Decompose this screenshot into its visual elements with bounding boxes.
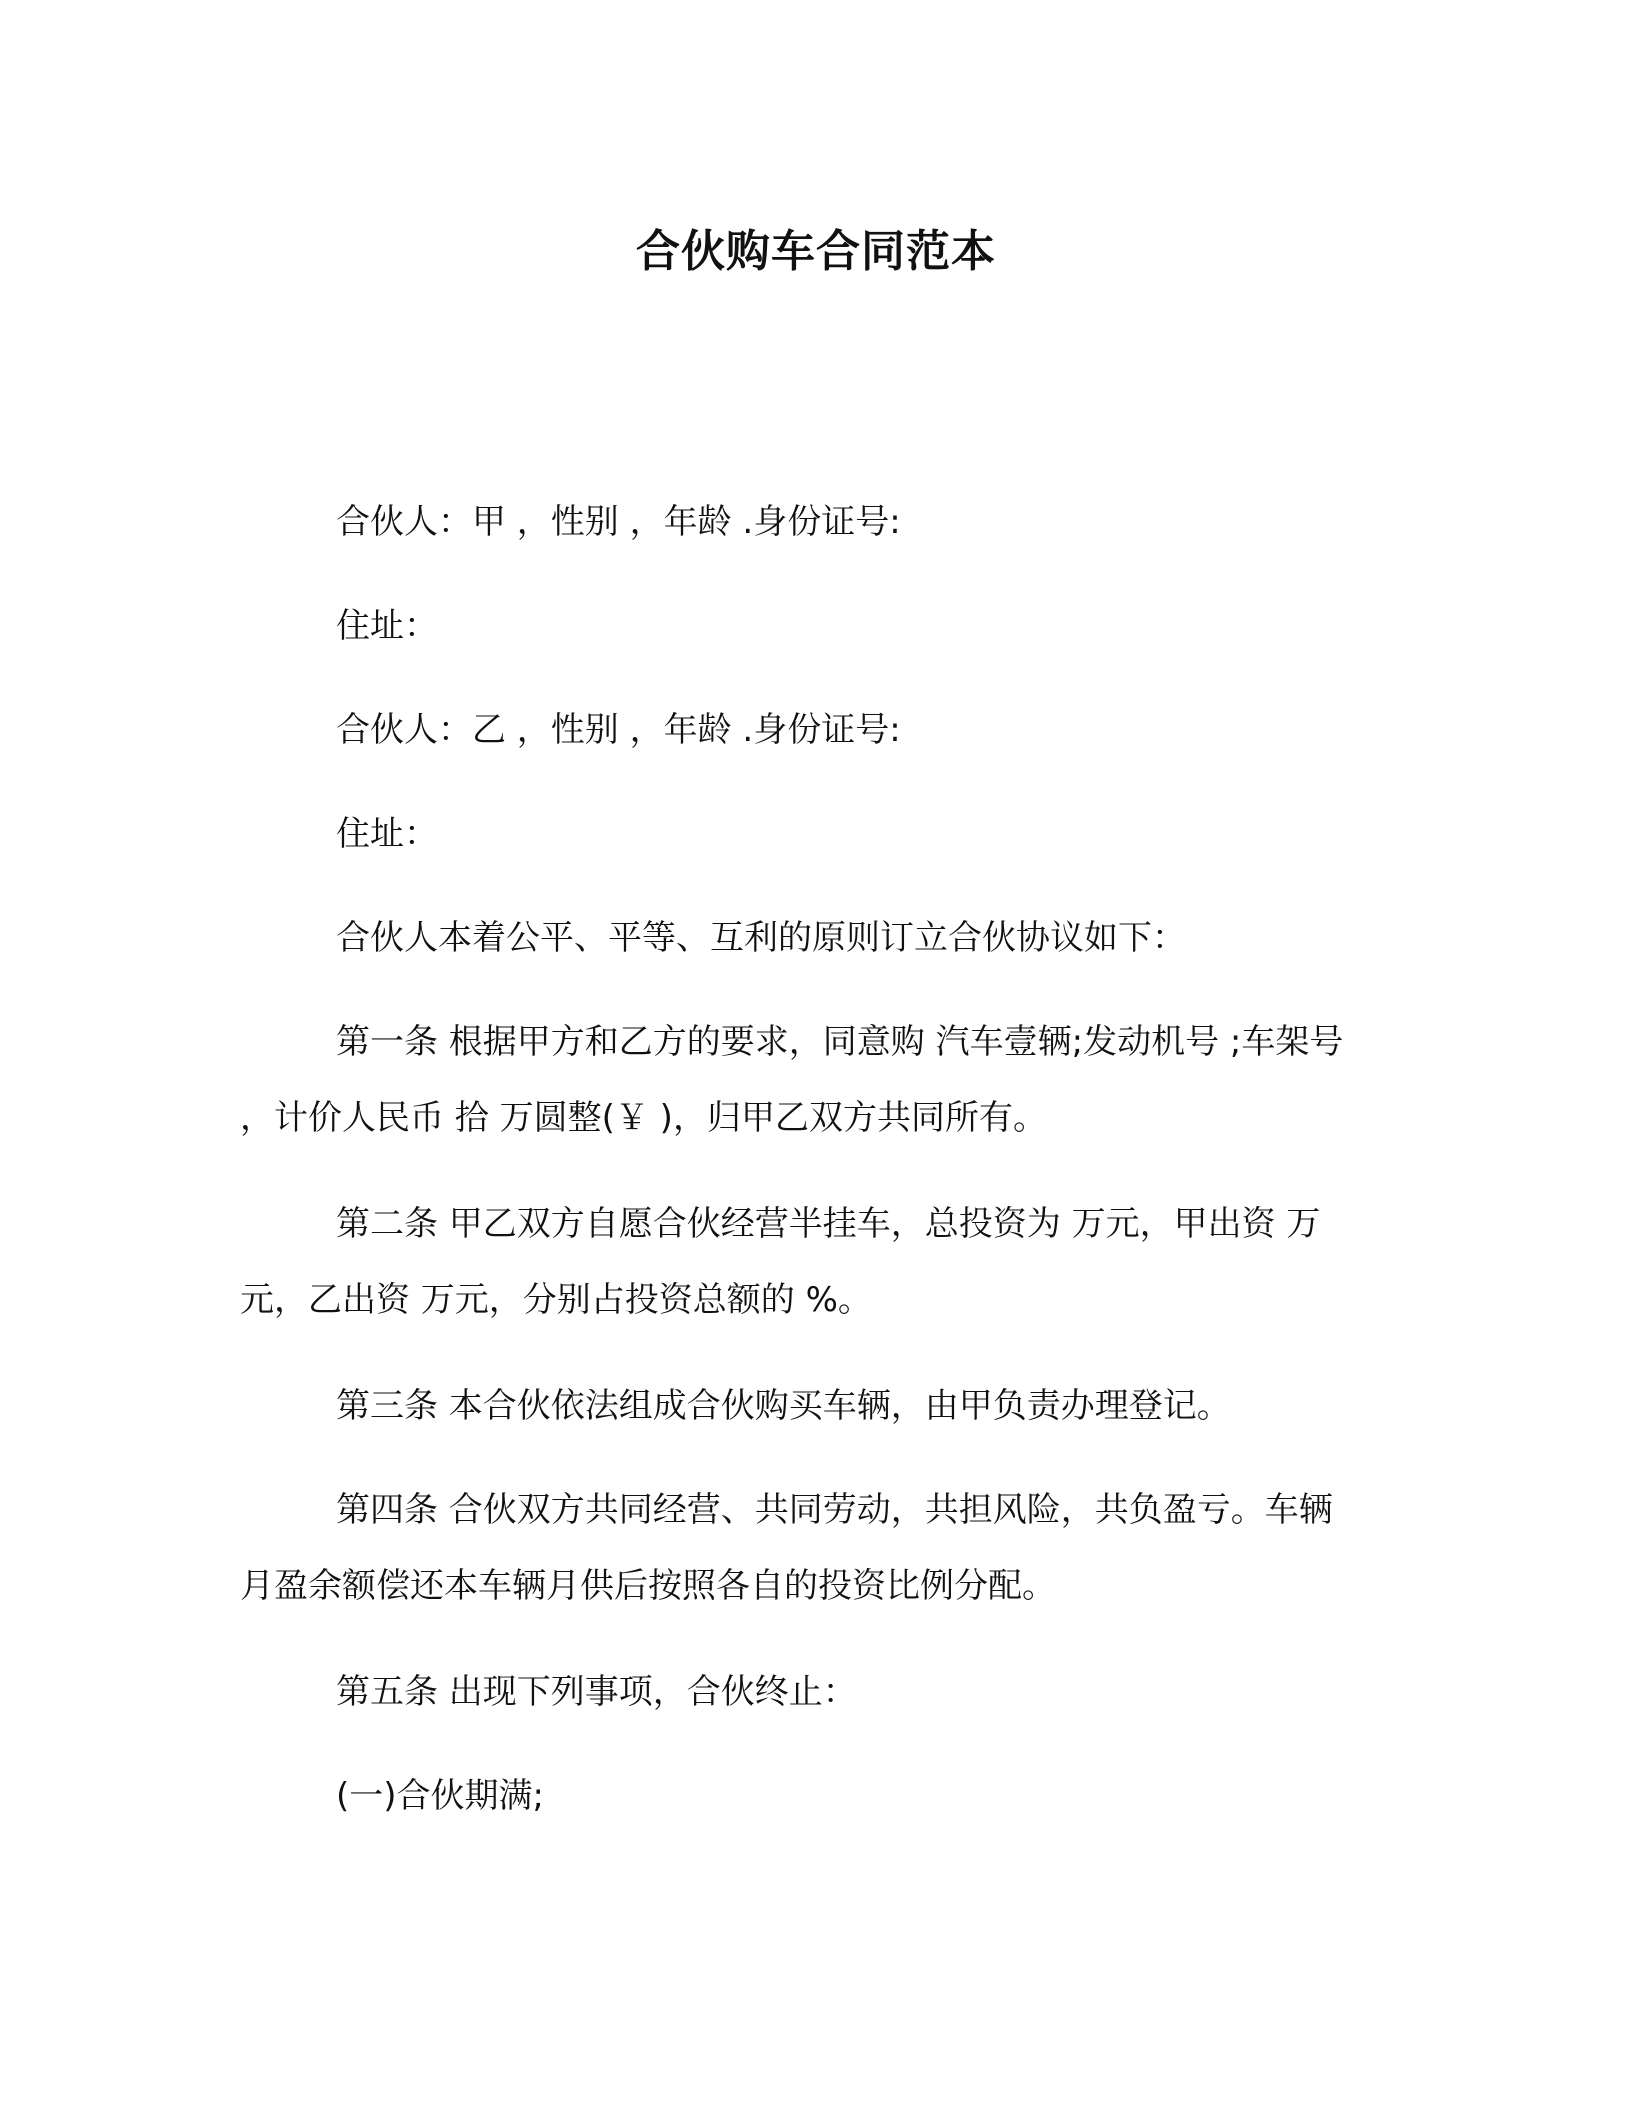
partner-a-info: 合伙人：甲 ，性别 ，年龄 .身份证号: xyxy=(336,502,901,542)
article-3: 第三条 本合伙依法组成合伙购买车辆，由甲负责办理登记。 xyxy=(336,1386,1231,1426)
partner-a-address: 住址： xyxy=(336,606,438,646)
agreement-intro: 合伙人本着公平、平等、互利的原则订立合伙协议如下： xyxy=(336,918,1186,958)
document-title: 合伙购车合同范本 xyxy=(636,226,996,277)
article-5: 第五条 出现下列事项，合伙终止： xyxy=(336,1672,857,1712)
partner-b-info: 合伙人：乙 ，性别 ，年龄 .身份证号: xyxy=(336,710,901,750)
article-4: 第四条 合伙双方共同经营、共同劳动，共担风险，共负盈亏。车辆月盈余额偿还本车辆月供后按照各自的投资比例分配。 xyxy=(240,1490,1333,1606)
article-1: 第一条 根据甲方和乙方的要求，同意购 汽车壹辆;发动机号 ;车架号 ，计价人民币 拾 万圆整(￥ )，归甲乙双方共同所有。 xyxy=(240,1022,1344,1138)
termination-item-1: (一)合伙期满; xyxy=(336,1776,544,1816)
partner-b-address: 住址： xyxy=(336,814,438,854)
article-2: 第二条 甲乙双方自愿合伙经营半挂车，总投资为 万元，甲出资 万元，乙出资 万元，分别占投资总额的 %。 xyxy=(240,1204,1321,1320)
